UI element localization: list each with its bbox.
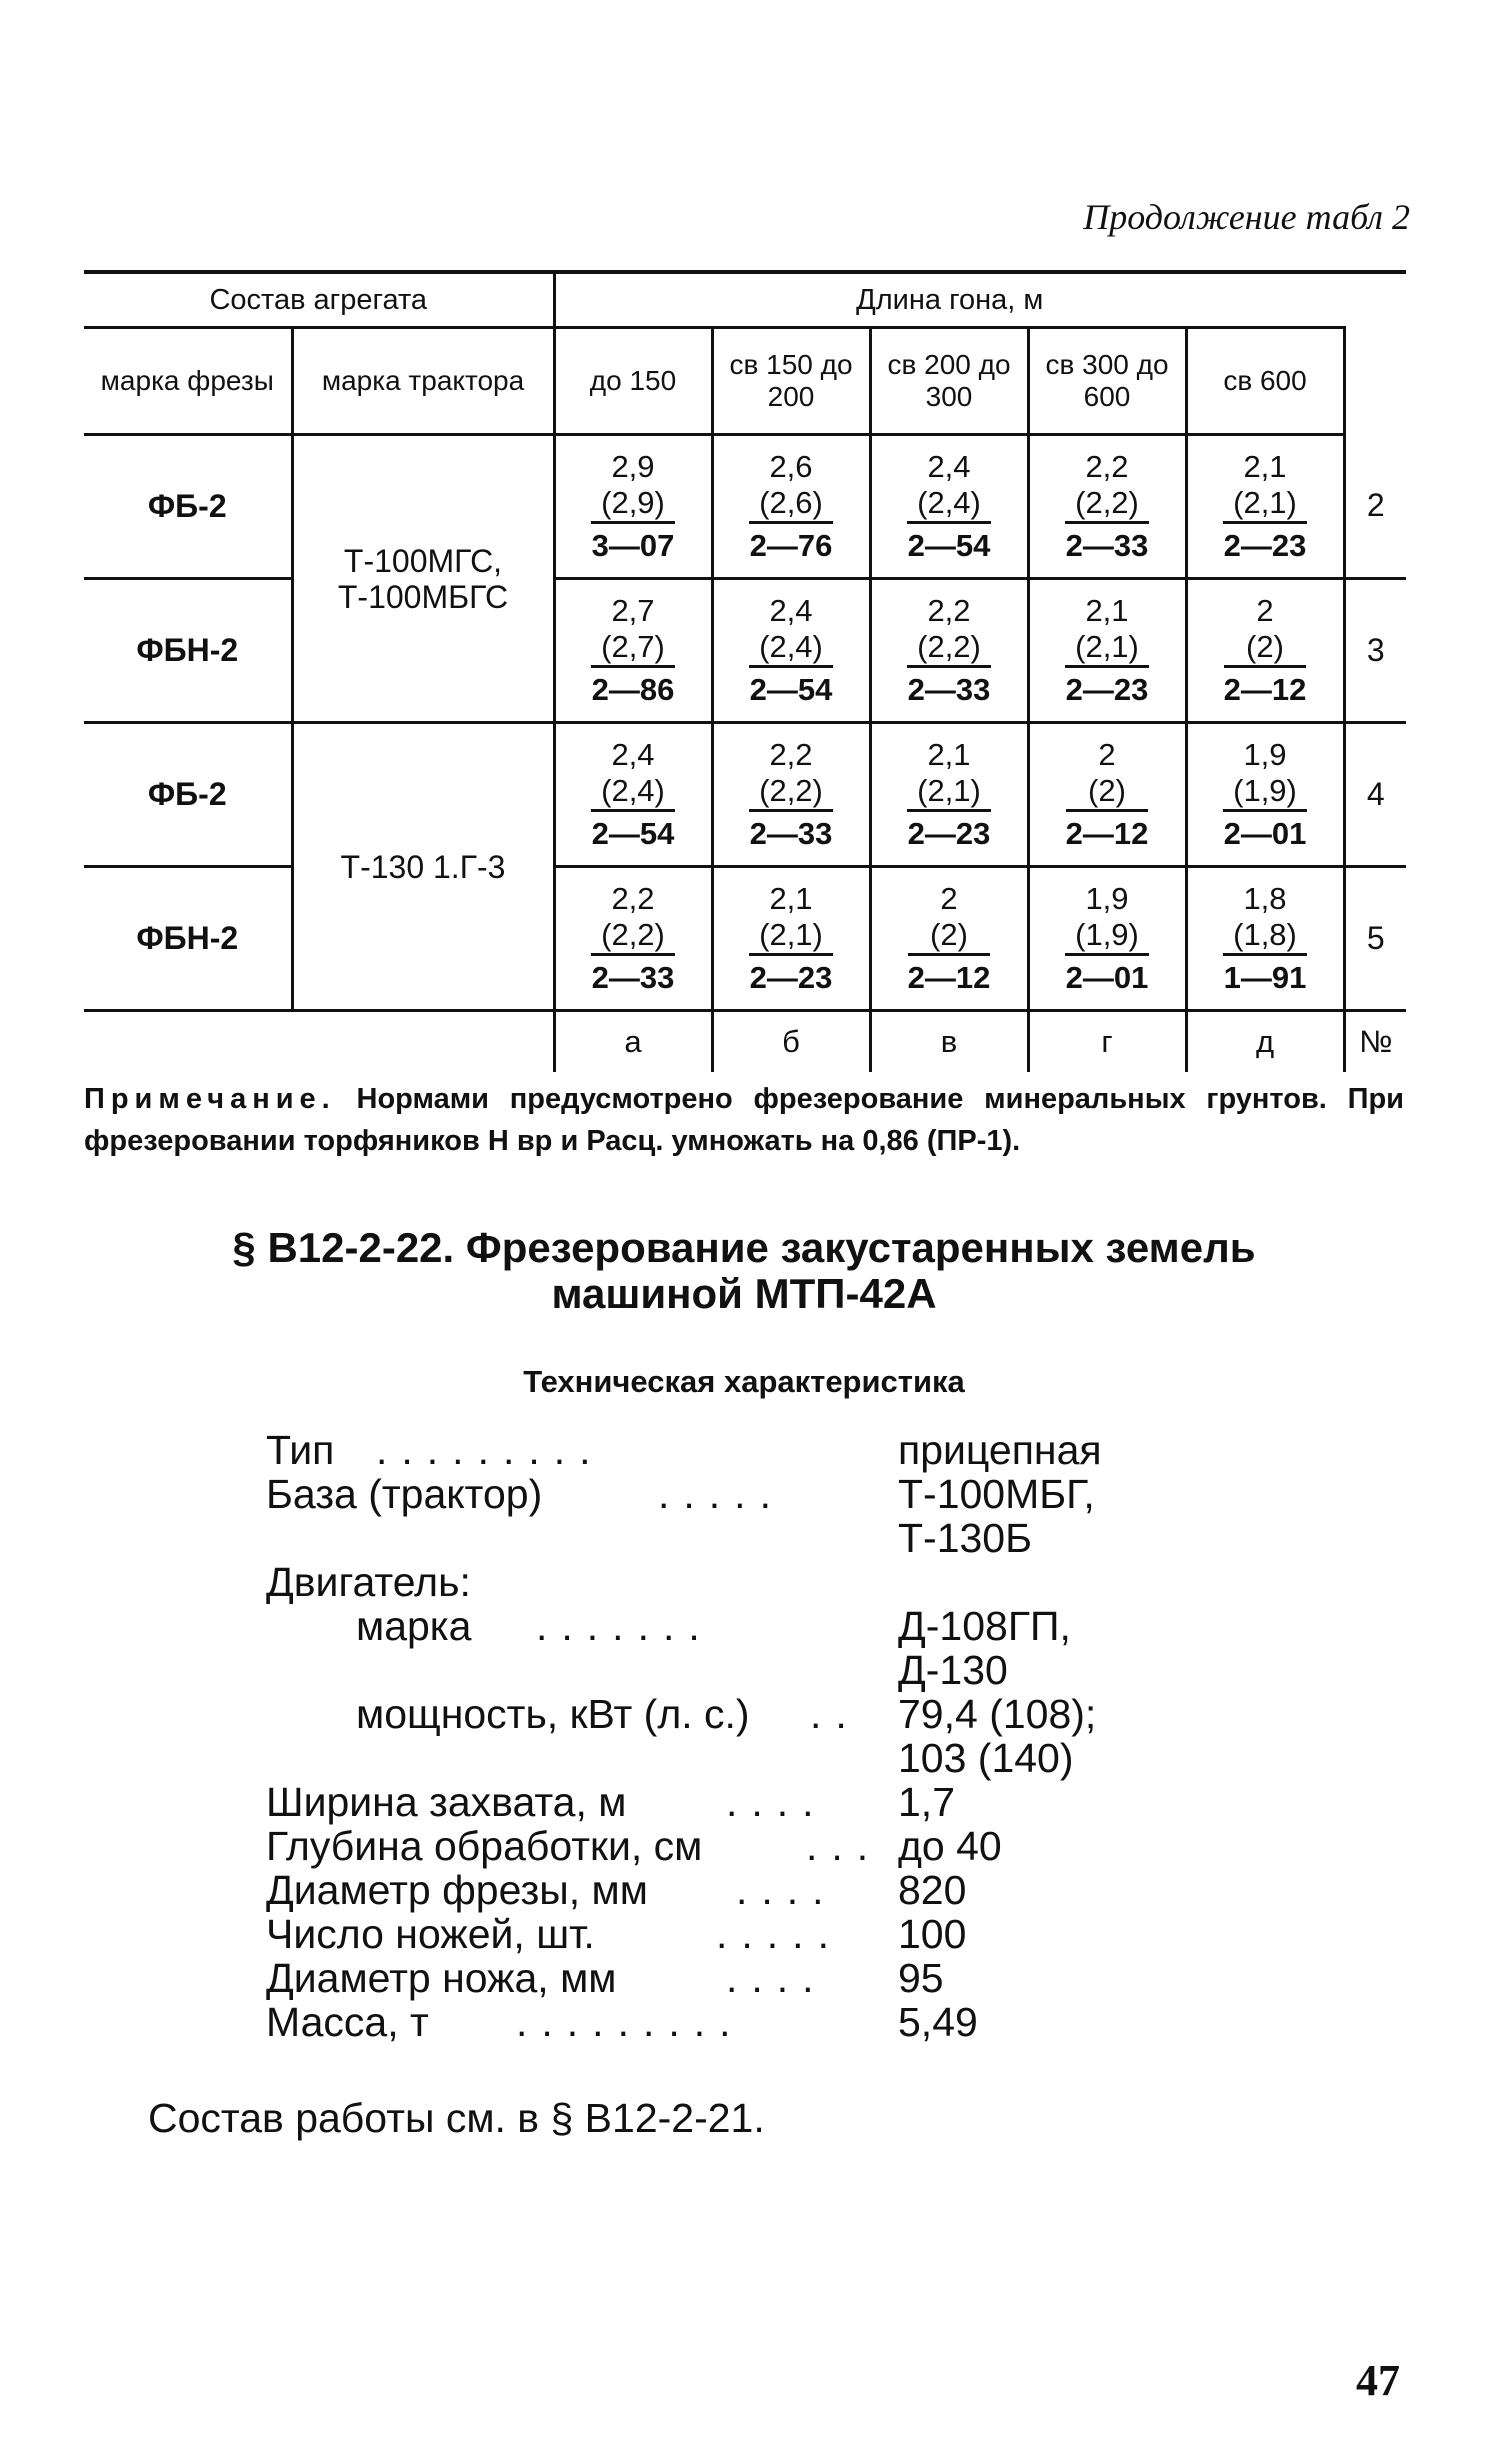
time-norm-alt: (2,2) xyxy=(591,917,675,956)
norm-cell xyxy=(554,867,712,1011)
rate-value: 2—33 xyxy=(591,960,675,995)
time-norm: 2,4 xyxy=(611,737,655,772)
time-norm-alt: (1,8) xyxy=(1223,917,1307,956)
spec-label: Ширина захвата, м xyxy=(266,1779,627,1825)
time-norm-alt: (2) xyxy=(908,917,991,956)
norm-cell xyxy=(712,723,870,867)
time-norm-alt: (2,1) xyxy=(1065,629,1149,668)
rate-value: 2—54 xyxy=(749,672,833,707)
spec-label: марка xyxy=(356,1603,472,1649)
time-norm-alt: (1,9) xyxy=(1065,917,1149,956)
norm-cell xyxy=(1028,435,1186,579)
time-norm-alt: (2,4) xyxy=(749,629,833,668)
tractor-brand-cell xyxy=(292,435,554,723)
time-norm: 2,1 xyxy=(1085,593,1129,628)
spec-label: База (трактор) xyxy=(266,1471,543,1517)
num-label: № xyxy=(1359,1024,1393,1059)
norms-table xyxy=(84,270,1406,1072)
time-norm: 2,4 xyxy=(769,593,813,628)
time-norm-alt: (2,4) xyxy=(591,773,675,812)
spec-value: 79,4 (108); xyxy=(898,1691,1097,1737)
time-norm-alt: (2,4) xyxy=(907,485,991,524)
leader-dots: ... xyxy=(806,1823,883,1869)
time-norm: 2,9 xyxy=(611,449,655,484)
leader-dots: ..... xyxy=(716,1911,843,1957)
spec-value: 820 xyxy=(898,1867,967,1913)
norm-cell xyxy=(554,435,712,579)
header-length-4: св 600 xyxy=(1186,328,1344,435)
leader-dots: .... xyxy=(736,1867,838,1913)
spec-label: Тип xyxy=(266,1427,335,1473)
spec-label: Число ножей, шт. xyxy=(266,1911,595,1957)
norm-cell xyxy=(1186,435,1344,579)
continuation-label: Продолжение табл 2 xyxy=(1083,197,1410,237)
leader-dots: ....... xyxy=(536,1603,714,1649)
spec-label: Диаметр ножа, мм xyxy=(266,1955,617,2001)
rate-value: 2—01 xyxy=(1065,960,1149,995)
rate-value: 2—33 xyxy=(749,816,833,851)
spec-value: 103 (140) xyxy=(898,1735,1074,1781)
time-norm-alt: (2,1) xyxy=(907,773,991,812)
note-prefix: Примечание. xyxy=(84,1083,336,1115)
section-heading-line1: § В12-2-22. Фрезерование закустаренных земель xyxy=(232,1224,1256,1271)
norm-cell xyxy=(1028,579,1186,723)
spec-value: Д-108ГП, xyxy=(898,1603,1071,1649)
col-letter-3: г xyxy=(1028,1011,1186,1073)
time-norm-alt: (2,1) xyxy=(749,917,833,956)
row-number: 2 xyxy=(1344,435,1406,579)
time-norm: 2,1 xyxy=(927,737,971,772)
rate-value: 2—23 xyxy=(907,816,991,851)
spec-value: прицепная xyxy=(898,1427,1102,1473)
spec-value: 95 xyxy=(898,1955,944,2001)
norm-cell xyxy=(870,579,1028,723)
time-norm-alt: (1,9) xyxy=(1223,773,1307,812)
col-letter-0: а xyxy=(554,1011,712,1073)
section-heading xyxy=(84,1225,1404,1317)
leader-dots: ......... xyxy=(516,1999,745,2045)
norm-cell xyxy=(1186,579,1344,723)
rate-value: 2—12 xyxy=(1223,672,1307,707)
time-norm: 1,8 xyxy=(1243,881,1287,916)
time-norm-alt: (2,6) xyxy=(749,485,833,524)
time-norm-alt: (2,7) xyxy=(591,629,675,668)
header-length-1: св 150 до 200 xyxy=(712,328,870,435)
leader-dots: ..... xyxy=(658,1471,785,1517)
rate-value: 2—86 xyxy=(591,672,675,707)
time-norm: 2,2 xyxy=(927,593,971,628)
page-number: 47 xyxy=(1356,2356,1400,2405)
mill-brand-cell: ФБ-2 xyxy=(84,723,292,867)
time-norm: 2,2 xyxy=(769,737,813,772)
rate-value: 2—23 xyxy=(1065,672,1149,707)
norm-cell xyxy=(712,435,870,579)
header-num-spacer xyxy=(1344,272,1406,328)
time-norm: 2,7 xyxy=(611,593,655,628)
rate-value: 2—33 xyxy=(907,672,991,707)
spec-label: мощность, кВт (л. с.) xyxy=(356,1691,750,1737)
time-norm: 1,9 xyxy=(1243,737,1287,772)
rate-value: 1—91 xyxy=(1223,960,1307,995)
time-norm: 2 xyxy=(940,881,958,916)
mill-brand-cell: ФБН-2 xyxy=(84,579,292,723)
table-note xyxy=(84,1078,1404,1162)
time-norm: 2 xyxy=(1098,737,1116,772)
tractor-brand-cell xyxy=(292,723,554,1011)
work-composition-ref: Состав работы см. в § В12-2-21. xyxy=(148,2095,765,2141)
leader-dots: ......... xyxy=(376,1427,605,1473)
rate-value: 3—07 xyxy=(591,528,675,563)
rate-value: 2—76 xyxy=(749,528,833,563)
time-norm-alt: (2,9) xyxy=(591,485,675,524)
norm-cell xyxy=(712,579,870,723)
spec-value: 1,7 xyxy=(898,1779,955,1825)
leader-dots: .... xyxy=(726,1955,828,2001)
time-norm: 2,2 xyxy=(1085,449,1129,484)
norm-cell xyxy=(712,867,870,1011)
norm-cell xyxy=(1186,723,1344,867)
time-norm: 2 xyxy=(1256,593,1274,628)
mill-brand-cell: ФБ-2 xyxy=(84,435,292,579)
time-norm-alt: (2,2) xyxy=(1065,485,1149,524)
time-norm-alt: (2) xyxy=(1224,629,1307,668)
time-norm: 1,9 xyxy=(1085,881,1129,916)
time-norm: 2,4 xyxy=(927,449,971,484)
header-unit-composition: Состав агрегата xyxy=(84,272,554,328)
rate-value: 2—01 xyxy=(1223,816,1307,851)
note-text: Нормами предусмотрено фрезерование минеральных грунтов. При фрезеровании торфяников Н вр и Расц. умножать на 0,86 (ПР-1). xyxy=(84,1083,1404,1157)
col-letter-4: д xyxy=(1186,1011,1344,1073)
spec-label: Масса, т xyxy=(266,1999,429,2045)
norm-cell xyxy=(870,867,1028,1011)
norm-cell xyxy=(554,723,712,867)
header-mill-brand: марка фрезы xyxy=(84,328,292,435)
rate-value: 2—54 xyxy=(591,816,675,851)
header-length-0: до 150 xyxy=(554,328,712,435)
time-norm-alt: (2,1) xyxy=(1223,485,1307,524)
time-norm: 2,1 xyxy=(1243,449,1287,484)
norm-cell xyxy=(870,723,1028,867)
spec-value: 5,49 xyxy=(898,1999,978,2045)
tractor-brand-line: Т-130 1.Г-3 xyxy=(340,848,506,885)
leader-dots: .... xyxy=(726,1779,828,1825)
tractor-brand-line: Т-100МГС, xyxy=(343,542,503,579)
spec-label: Глубина обработки, см xyxy=(266,1823,703,1869)
norm-cell xyxy=(870,435,1028,579)
norm-cell xyxy=(1028,867,1186,1011)
norm-cell xyxy=(1028,723,1186,867)
time-norm-alt: (2,2) xyxy=(749,773,833,812)
norm-cell xyxy=(554,579,712,723)
rate-value: 2—23 xyxy=(1223,528,1307,563)
header-tractor-brand: марка трактора xyxy=(292,328,554,435)
col-letter-1: б xyxy=(712,1011,870,1073)
section-heading-line2: машиной МТП-42А xyxy=(551,1270,937,1317)
tractor-brand-line: Т-100МБГС xyxy=(337,578,509,615)
spec-label: Диаметр фрезы, мм xyxy=(266,1867,648,1913)
rate-value: 2—12 xyxy=(1065,816,1149,851)
rate-value: 2—12 xyxy=(907,960,991,995)
letters-blank-2 xyxy=(292,1011,554,1073)
spec-label: Двигатель: xyxy=(266,1559,471,1605)
col-letter-2: в xyxy=(870,1011,1028,1073)
spec-value: до 40 xyxy=(898,1823,1002,1869)
time-norm: 2,6 xyxy=(769,449,813,484)
time-norm: 2,1 xyxy=(769,881,813,916)
spec-value: Т-130Б xyxy=(898,1515,1033,1561)
tech-spec-title: Техническая характеристика xyxy=(523,1364,965,1399)
norm-cell xyxy=(1186,867,1344,1011)
leader-dots: .. xyxy=(810,1691,861,1737)
header-run-length: Длина гона, м xyxy=(554,272,1344,328)
time-norm-alt: (2,2) xyxy=(907,629,991,668)
spec-value: Д-130 xyxy=(898,1647,1008,1693)
row-number: 3 xyxy=(1344,579,1406,723)
header-length-2: св 200 до 300 xyxy=(870,328,1028,435)
spec-value: Т-100МБГ, xyxy=(898,1471,1095,1517)
rate-value: 2—23 xyxy=(749,960,833,995)
rate-value: 2—54 xyxy=(907,528,991,563)
time-norm-alt: (2) xyxy=(1066,773,1149,812)
row-number: 5 xyxy=(1344,867,1406,1011)
time-norm: 2,2 xyxy=(611,881,655,916)
row-number: 4 xyxy=(1344,723,1406,867)
letters-blank-1 xyxy=(84,1011,292,1073)
mill-brand-cell: ФБН-2 xyxy=(84,867,292,1011)
header-num-blank xyxy=(1344,328,1406,435)
rate-value: 2—33 xyxy=(1065,528,1149,563)
header-length-3: св 300 до 600 xyxy=(1028,328,1186,435)
spec-value: 100 xyxy=(898,1911,967,1957)
